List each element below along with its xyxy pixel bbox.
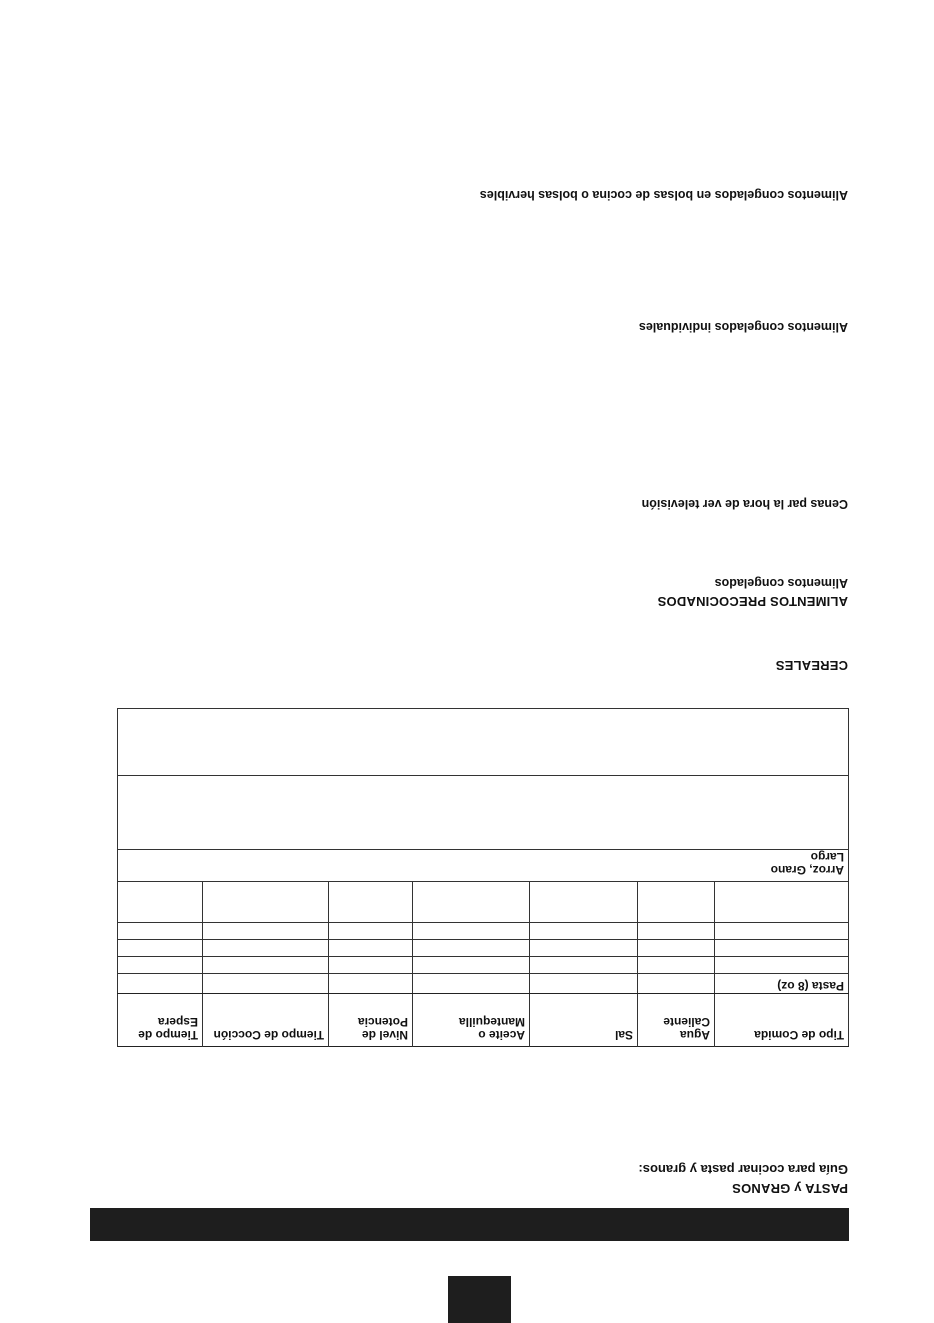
col-header-stand-time: Tiempo de Espera <box>118 994 203 1047</box>
col-header-cook-time: Tiempo de Cocción <box>203 994 329 1047</box>
cereals-title: CEREALES <box>775 658 848 673</box>
section-header-bar <box>90 1208 849 1241</box>
table-cell-food: Pasta (8 oz) <box>715 974 849 994</box>
table-row <box>118 957 849 974</box>
table-cell-food: Arroz, Grano Largo <box>118 850 849 882</box>
table-row <box>118 709 849 776</box>
col-header-food-type: Tipo de Comida <box>715 994 849 1047</box>
table-row <box>118 940 849 957</box>
precooked-item: Alimentos congelados individuales <box>638 320 848 334</box>
table-cell-food <box>715 882 849 923</box>
precooked-item: Cenas par la hora de ver televisión <box>641 497 848 511</box>
section-title: PASTA y GRANOS <box>732 1181 848 1196</box>
col-header-power-level: Nivel de Potencia <box>329 994 413 1047</box>
table-cell-food <box>118 776 849 850</box>
cooking-guide-table <box>117 708 849 1047</box>
col-header-hot-water: Agua Caliente <box>638 994 715 1047</box>
table-row <box>118 974 849 994</box>
table-header-row <box>118 994 849 1047</box>
col-header-oil-butter: Aceite o Mantequilla <box>413 994 530 1047</box>
table-row <box>118 882 849 923</box>
table-row <box>118 850 849 882</box>
table-row <box>118 776 849 850</box>
col-header-salt: Sal <box>530 994 638 1047</box>
precooked-subtitle: Alimentos congelados <box>714 576 848 590</box>
precooked-title: ALIMENTOS PRECOCINADOS <box>657 594 848 609</box>
page-number-tab <box>448 1276 511 1323</box>
table-cell-food <box>715 923 849 940</box>
table-cell-food <box>118 709 849 776</box>
precooked-item: Alimentos congelados en bolsas de cocina o bolsas hervibles <box>479 188 848 202</box>
table-row <box>118 923 849 940</box>
table-cell-food <box>715 957 849 974</box>
table-cell-food <box>715 940 849 957</box>
section-subtitle: Guía para cocinar pasta y granos: <box>638 1162 848 1177</box>
